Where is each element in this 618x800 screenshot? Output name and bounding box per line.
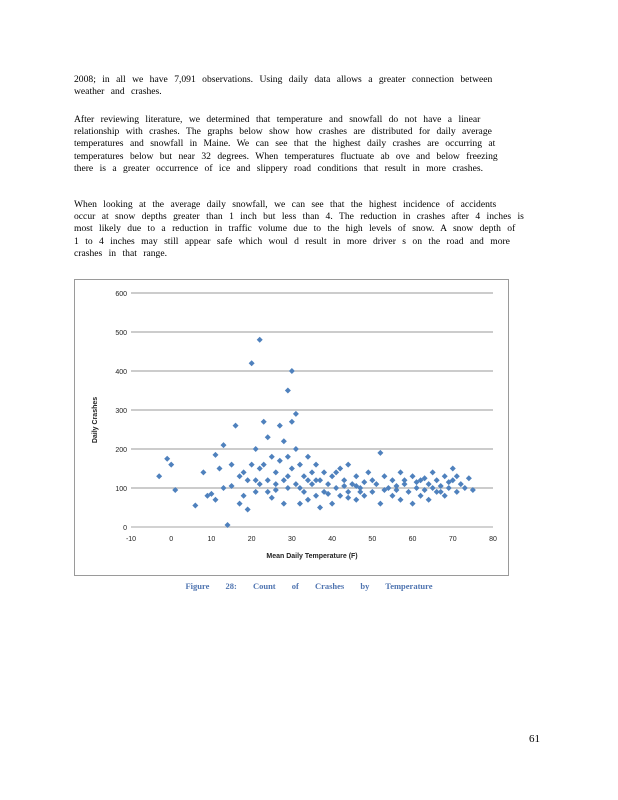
data-point bbox=[289, 368, 295, 374]
figure-caption: Figure 28: Count of Crashes by Temperature bbox=[185, 581, 433, 591]
data-point bbox=[414, 485, 420, 491]
x-tick-label: 30 bbox=[287, 536, 296, 543]
data-point bbox=[297, 501, 303, 507]
paragraph-line: crashes in that range. bbox=[74, 247, 167, 259]
data-point bbox=[377, 450, 383, 456]
data-point bbox=[221, 485, 227, 491]
data-point bbox=[233, 423, 239, 429]
data-point bbox=[373, 481, 379, 487]
data-point bbox=[273, 481, 279, 487]
data-point bbox=[285, 454, 291, 460]
data-point bbox=[269, 495, 275, 501]
data-point bbox=[426, 497, 432, 503]
data-point bbox=[285, 485, 291, 491]
data-point bbox=[454, 489, 460, 495]
data-point bbox=[325, 481, 331, 487]
data-point bbox=[261, 419, 267, 425]
paragraph-2 bbox=[74, 114, 544, 175]
data-point bbox=[442, 493, 448, 499]
data-point bbox=[289, 419, 295, 425]
y-tick-label: 500 bbox=[115, 330, 127, 337]
data-point bbox=[297, 462, 303, 468]
y-axis-title: Daily Crashes bbox=[92, 396, 99, 444]
data-point bbox=[329, 473, 335, 479]
x-tick-label: -10 bbox=[125, 536, 137, 543]
data-point bbox=[212, 497, 218, 503]
data-point bbox=[345, 462, 351, 468]
data-point bbox=[289, 466, 295, 472]
data-point bbox=[212, 452, 218, 458]
y-tick-label: 100 bbox=[115, 486, 127, 493]
data-point bbox=[257, 466, 263, 472]
data-point bbox=[397, 497, 403, 503]
paragraph-line: weather and crashes. bbox=[74, 86, 162, 98]
data-point bbox=[329, 501, 335, 507]
data-point bbox=[253, 477, 259, 483]
data-point bbox=[402, 477, 408, 483]
paragraph-line: relationship with crashes. The graphs below show how crashes are distributed for daily average bbox=[74, 126, 492, 138]
data-point bbox=[257, 337, 263, 343]
data-point bbox=[269, 454, 275, 460]
data-point bbox=[156, 473, 162, 479]
data-point bbox=[345, 495, 351, 501]
x-tick-label: 40 bbox=[328, 536, 337, 543]
data-point bbox=[313, 462, 319, 468]
data-point bbox=[357, 489, 363, 495]
data-point bbox=[345, 489, 351, 495]
data-point bbox=[168, 462, 174, 468]
data-point bbox=[253, 489, 259, 495]
data-point bbox=[430, 469, 436, 475]
data-point bbox=[265, 434, 271, 440]
data-point bbox=[216, 466, 222, 472]
data-point bbox=[249, 360, 255, 366]
x-tick-label: 50 bbox=[368, 536, 377, 543]
data-point bbox=[381, 473, 387, 479]
x-tick-label: 70 bbox=[448, 536, 457, 543]
data-point bbox=[462, 485, 468, 491]
data-point bbox=[257, 481, 263, 487]
data-point bbox=[369, 477, 375, 483]
x-tick-label: 80 bbox=[489, 536, 497, 543]
data-point bbox=[438, 489, 444, 495]
data-point bbox=[337, 493, 343, 499]
data-point bbox=[305, 497, 311, 503]
data-point bbox=[333, 469, 339, 475]
data-point bbox=[281, 438, 287, 444]
y-tick-label: 0 bbox=[123, 525, 127, 532]
data-point bbox=[454, 473, 460, 479]
data-point bbox=[273, 469, 279, 475]
x-tick-label: 10 bbox=[207, 536, 216, 543]
data-point bbox=[313, 493, 319, 499]
paragraph-line: temperatures and snowfall in Maine. We can see that the highest daily crashes are occurring at bbox=[74, 138, 496, 150]
paragraph-line: After reviewing literature, we determined that temperature and snowfall do not have a linear bbox=[74, 114, 481, 125]
data-point bbox=[410, 473, 416, 479]
paragraph-3 bbox=[74, 199, 544, 260]
paragraph-line: When looking at the average daily snowfall, we can see that the highest incidence of accidents bbox=[74, 199, 497, 210]
paragraph-line: most likely due to a reduction in traffic volume due to the high levels of snow. A snow depth of bbox=[74, 223, 516, 235]
paragraph-line: occur at snow depths greater than 1 inch but less than 4. The reduction in crashes after 4 inches is bbox=[74, 211, 524, 223]
data-point bbox=[313, 477, 319, 483]
data-point bbox=[192, 503, 198, 509]
data-point bbox=[341, 477, 347, 483]
x-tick-label: 60 bbox=[408, 536, 417, 543]
data-point bbox=[297, 485, 303, 491]
data-point bbox=[281, 501, 287, 507]
data-point bbox=[253, 446, 259, 452]
data-point bbox=[293, 446, 299, 452]
paragraph-line: 1 to 4 inches may still appear safe which woul d result in more driver s on the road and more bbox=[74, 235, 510, 247]
y-tick-label: 200 bbox=[115, 447, 127, 454]
data-point bbox=[245, 477, 251, 483]
data-point bbox=[333, 485, 339, 491]
data-point bbox=[237, 501, 243, 507]
data-point bbox=[249, 462, 255, 468]
data-point bbox=[301, 473, 307, 479]
data-point bbox=[353, 473, 359, 479]
data-point bbox=[200, 469, 206, 475]
data-point bbox=[285, 473, 291, 479]
data-point bbox=[458, 481, 464, 487]
data-point bbox=[309, 469, 315, 475]
data-point bbox=[321, 469, 327, 475]
data-point bbox=[301, 489, 307, 495]
data-point bbox=[337, 466, 343, 472]
data-point bbox=[245, 506, 251, 512]
x-tick-label: 20 bbox=[247, 536, 256, 543]
data-point bbox=[353, 497, 359, 503]
data-point bbox=[277, 423, 283, 429]
data-point bbox=[466, 475, 472, 481]
y-tick-label: 400 bbox=[115, 369, 127, 376]
data-point bbox=[309, 481, 315, 487]
chart-frame bbox=[74, 279, 509, 576]
data-point bbox=[237, 473, 243, 479]
paragraph-1 bbox=[74, 74, 544, 98]
data-point bbox=[293, 481, 299, 487]
data-point bbox=[377, 501, 383, 507]
data-point bbox=[434, 477, 440, 483]
paragraph-line: 2008; in all we have 7,091 observations. Using daily data allows a greater connection between bbox=[74, 74, 493, 85]
data-point bbox=[369, 489, 375, 495]
data-point bbox=[281, 477, 287, 483]
x-tick-label: 0 bbox=[169, 536, 174, 543]
data-point bbox=[418, 493, 424, 499]
y-tick-label: 600 bbox=[115, 291, 127, 298]
data-point bbox=[265, 489, 271, 495]
data-point bbox=[265, 477, 271, 483]
data-point bbox=[277, 458, 283, 464]
data-point bbox=[450, 466, 456, 472]
data-point bbox=[442, 473, 448, 479]
data-point bbox=[430, 485, 436, 491]
data-point bbox=[317, 505, 323, 511]
data-point bbox=[361, 493, 367, 499]
data-point bbox=[410, 501, 416, 507]
data-point bbox=[426, 481, 432, 487]
page-number: 61 bbox=[529, 733, 540, 745]
data-point bbox=[446, 485, 452, 491]
data-point bbox=[164, 456, 170, 462]
data-point bbox=[241, 493, 247, 499]
data-point bbox=[361, 479, 367, 485]
paragraph-line: there is a greater occurrence of ice and slippery road conditions that result in more crashes. bbox=[74, 162, 483, 174]
data-point bbox=[285, 388, 291, 394]
scatter-chart bbox=[75, 280, 508, 575]
data-point bbox=[365, 469, 371, 475]
paragraph-line: temperatures below but near 32 degrees. When temperatures fluctuate ab ove and below freezing bbox=[74, 150, 498, 162]
data-point bbox=[261, 462, 267, 468]
data-point bbox=[293, 411, 299, 417]
y-tick-label: 300 bbox=[115, 408, 127, 415]
data-point bbox=[406, 489, 412, 495]
data-point bbox=[305, 477, 311, 483]
data-point bbox=[305, 454, 311, 460]
data-point bbox=[229, 462, 235, 468]
data-point bbox=[241, 469, 247, 475]
data-point bbox=[397, 469, 403, 475]
x-axis-title: Mean Daily Temperature (F) bbox=[266, 553, 358, 560]
data-point bbox=[389, 493, 395, 499]
data-point bbox=[389, 477, 395, 483]
data-point bbox=[221, 442, 227, 448]
